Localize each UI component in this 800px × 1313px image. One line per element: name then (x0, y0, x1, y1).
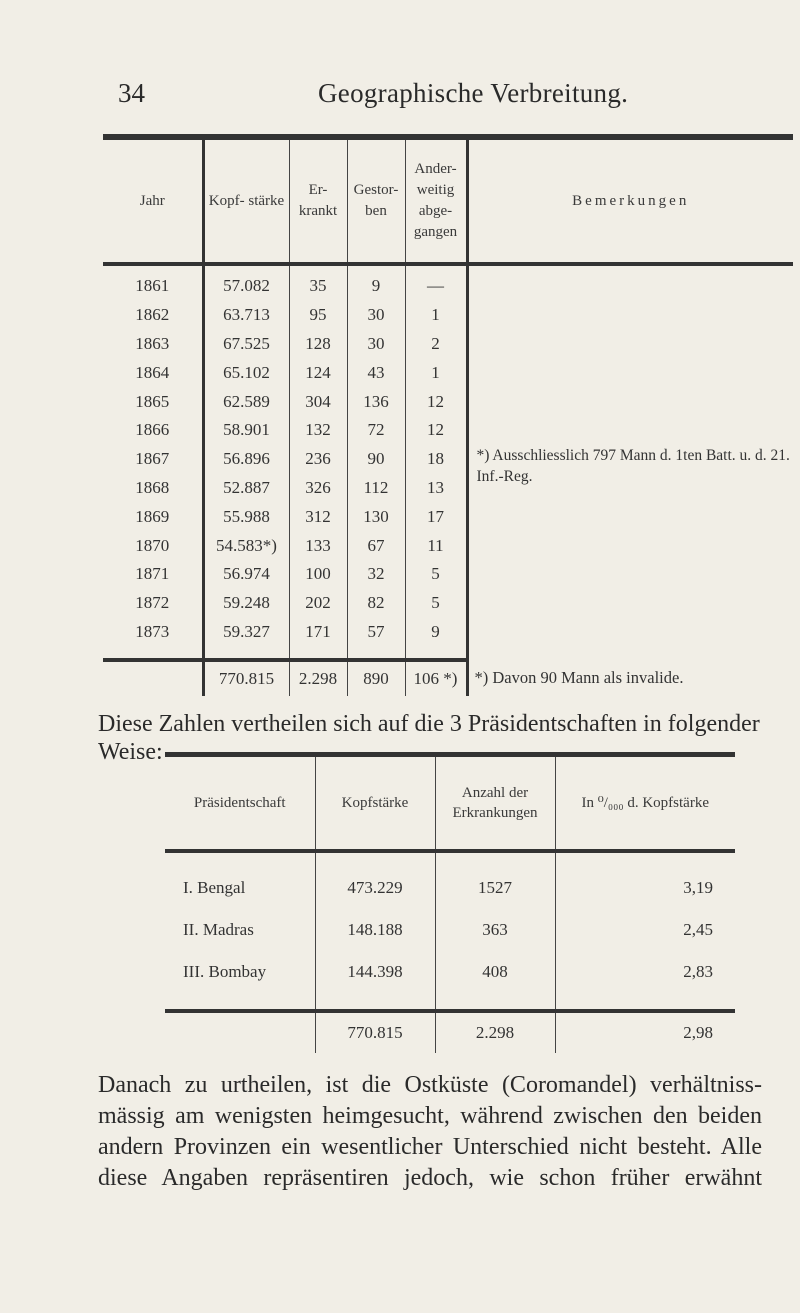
cell-sick: 128 (289, 330, 347, 359)
cell-other: 5 (405, 560, 467, 589)
cell-year: 1865 (135, 391, 170, 411)
cell-dead: 90 (347, 445, 405, 474)
cell-year: 1873 (135, 621, 170, 641)
cell-strength: 63.713 (203, 301, 289, 330)
header-cases: Anzahl der Erkrankungen (435, 755, 555, 852)
cell-other: 12 (405, 387, 467, 416)
cell-dead: 32 (347, 560, 405, 589)
cell-cases: 1527 (435, 851, 555, 909)
cell-sick: 236 (289, 445, 347, 474)
cell-strength: 62.589 (203, 387, 289, 416)
cell-strength: 56.896 (203, 445, 289, 474)
cell-sick: 202 (289, 589, 347, 618)
yearly-statistics-table (103, 134, 793, 696)
cell-cases: 408 (435, 951, 555, 993)
cell-other: 1 (405, 358, 467, 387)
header-dead: Gestor- ben (347, 137, 405, 264)
cell-sick: 35 (289, 264, 347, 301)
totals-row (165, 1011, 735, 1053)
text-line: diese Angaben repräsentiren jedoch, wie schon früher erwähnt (98, 1165, 762, 1191)
cell-other: 18 (405, 445, 467, 474)
cell-year: 1870 (135, 535, 170, 555)
cell-strength: 59.248 (203, 589, 289, 618)
paragraph-conclusion (98, 1070, 762, 1194)
cell-sick: 100 (289, 560, 347, 589)
text-line: mässig am wenigsten heimgesucht, während zwischen den beiden (98, 1103, 762, 1129)
header-strength: Kopfstärke (315, 755, 435, 852)
cell-per-mille: 2,83 (555, 951, 735, 993)
page-number: 34 (118, 78, 145, 108)
cell-other: 11 (405, 531, 467, 560)
table-row (165, 909, 735, 951)
cell-presidency: III. Bombay (183, 962, 267, 981)
cell-dead: 82 (347, 589, 405, 618)
cell-dead: 9 (347, 264, 405, 301)
cell-presidency: II. Madras (183, 920, 254, 939)
cell-dead: 72 (347, 416, 405, 445)
cell-dead: 136 (347, 387, 405, 416)
cell-sick: 132 (289, 416, 347, 445)
cell-other: 1 (405, 301, 467, 330)
table-row (165, 951, 735, 993)
cell-per-mille: 3,19 (555, 851, 735, 909)
cell-dead: 30 (347, 330, 405, 359)
cell-sick: 95 (289, 301, 347, 330)
header-other: Ander- weitig abge- gangen (405, 137, 467, 264)
cell-sick: 304 (289, 387, 347, 416)
table-row (165, 851, 735, 909)
cell-year: 1864 (135, 362, 170, 382)
cell-dead: 67 (347, 531, 405, 560)
totals-note: *) Davon 90 Mann als invalide. (467, 660, 793, 696)
cell-dead: 112 (347, 474, 405, 503)
cell-other: 5 (405, 589, 467, 618)
cell-sick: 133 (289, 531, 347, 560)
total-strength: 770.815 (203, 660, 289, 696)
totals-row (103, 660, 793, 696)
cell-strength: 57.082 (203, 264, 289, 301)
cell-presidency: I. Bengal (183, 878, 246, 897)
header-per-mille: In ⁰/₀₀₀ d. Kopfstärke (555, 755, 735, 852)
total-strength: 770.815 (315, 1011, 435, 1053)
cell-per-mille: 2,45 (555, 909, 735, 951)
cell-other: 12 (405, 416, 467, 445)
paragraph-intro: Diese Zahlen vertheilen sich auf die 3 Präsidentschaften in folgender Weise: (98, 711, 760, 765)
header-presidency: Präsidentschaft (165, 755, 315, 852)
header-strength: Kopf- stärke (203, 137, 289, 264)
cell-dead: 57 (347, 618, 405, 647)
cell-strength: 58.901 (203, 416, 289, 445)
cell-year: 1862 (135, 305, 170, 325)
total-other: 106 *) (405, 660, 467, 696)
remark-note: *) Ausschliesslich 797 Mann d. 1ten Batt. u. d. 21. Inf.-Reg. (467, 264, 793, 660)
page-header (0, 78, 800, 118)
text-line: andern Provinzen ein wesentlicher Unterschied nicht besteht. Alle (98, 1134, 762, 1160)
cell-sick: 312 (289, 502, 347, 531)
cell-strength: 144.398 (315, 951, 435, 993)
table-spacer-row (165, 993, 735, 1011)
cell-strength: 55.988 (203, 502, 289, 531)
cell-other: 17 (405, 502, 467, 531)
table-row (103, 264, 793, 301)
cell-strength: 56.974 (203, 560, 289, 589)
cell-other: 2 (405, 330, 467, 359)
cell-year: 1866 (135, 420, 170, 440)
header-sick: Er- krankt (289, 137, 347, 264)
cell-other: 13 (405, 474, 467, 503)
cell-year: 1868 (135, 477, 170, 497)
total-dead: 890 (347, 660, 405, 696)
cell-dead: 30 (347, 301, 405, 330)
cell-strength: 67.525 (203, 330, 289, 359)
cell-year: 1871 (135, 564, 170, 584)
cell-dead: 43 (347, 358, 405, 387)
cell-year: 1869 (135, 506, 170, 526)
cell-year: 1863 (135, 333, 170, 353)
presidency-table (165, 752, 735, 1053)
cell-strength: 52.887 (203, 474, 289, 503)
cell-strength: 473.229 (315, 851, 435, 909)
header-remarks: Bemerkungen (467, 137, 793, 264)
cell-other: — (405, 264, 467, 301)
cell-year: 1861 (135, 276, 170, 296)
cell-strength: 59.327 (203, 618, 289, 647)
header-year: Jahr (103, 137, 203, 264)
cell-strength: 65.102 (203, 358, 289, 387)
cell-cases: 363 (435, 909, 555, 951)
total-per-mille: 2,98 (555, 1011, 735, 1053)
cell-year: 1872 (135, 593, 170, 613)
cell-sick: 326 (289, 474, 347, 503)
cell-sick: 171 (289, 618, 347, 647)
total-cases: 2.298 (435, 1011, 555, 1053)
text-line: Danach zu urtheilen, ist die Ostküste (Coromandel) verhältniss- (98, 1072, 762, 1098)
total-sick: 2.298 (289, 660, 347, 696)
table-header-row (103, 137, 793, 264)
cell-strength: 54.583*) (203, 531, 289, 560)
cell-year: 1867 (135, 449, 170, 469)
running-title: Geographische Verbreitung. (318, 78, 629, 108)
cell-sick: 124 (289, 358, 347, 387)
cell-other: 9 (405, 618, 467, 647)
cell-dead: 130 (347, 502, 405, 531)
cell-strength: 148.188 (315, 909, 435, 951)
table-header-row (165, 755, 735, 852)
